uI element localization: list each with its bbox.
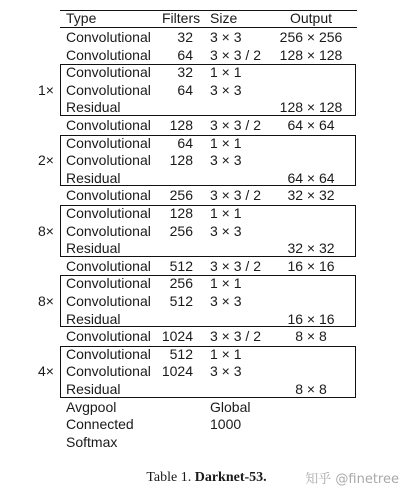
header-size: Size [210, 10, 238, 26]
caption-title: Darknet-53. [194, 470, 267, 485]
layer-type: Softmax [66, 433, 118, 450]
layer-filters: 128 [169, 152, 193, 169]
header-type: Type [66, 10, 97, 26]
block-multiplier: 4× [38, 363, 54, 380]
layer-size: 1 × 1 [210, 134, 242, 151]
header-rule [60, 27, 357, 28]
layer-filters: 1024 [161, 363, 193, 380]
layer-output: 64 × 64 [287, 169, 335, 186]
layer-size: 3 × 3 / 2 [210, 257, 261, 274]
layer-size: 1 × 1 [210, 64, 242, 81]
layer-type: Convolutional [66, 205, 151, 221]
layer-size: 3 × 3 / 2 [210, 117, 261, 133]
layer-size: 1 × 1 [210, 345, 242, 362]
block-multiplier: 2× [38, 152, 54, 169]
layer-type: Convolutional [66, 64, 151, 81]
layer-type: Convolutional [66, 293, 151, 309]
layer-size: 3 × 3 [210, 29, 242, 45]
layer-type: Convolutional [66, 363, 151, 380]
layer-filters: 64 [177, 46, 193, 63]
layer-output: 16 × 16 [287, 257, 335, 274]
block-multiplier: 8× [38, 222, 54, 239]
layer-output: 64 × 64 [287, 117, 335, 133]
layer-size: 3 × 3 [210, 222, 242, 239]
layer-filters: 32 [177, 64, 193, 81]
layer-type: Residual [66, 310, 121, 327]
layer-size: 3 × 3 [210, 81, 242, 98]
layer-type: Convolutional [66, 134, 151, 151]
layer-size: 3 × 3 / 2 [210, 328, 261, 345]
layer-type: Connected [66, 416, 134, 433]
header-output: Output [289, 10, 333, 26]
layer-size: 3 × 3 [210, 363, 242, 380]
layer-output: 8 × 8 [295, 381, 327, 397]
layer-type: Convolutional [66, 117, 151, 133]
layer-type: Convolutional [66, 29, 151, 45]
watermark: 知乎 @finetree [305, 472, 399, 487]
layer-filters: 512 [169, 293, 193, 309]
layer-filters: 256 [169, 187, 193, 204]
layer-filters: 64 [177, 134, 193, 151]
layer-type: Convolutional [66, 257, 151, 274]
layer-type: Convolutional [66, 345, 151, 362]
layer-size: 3 × 3 [210, 293, 242, 309]
layer-type: Residual [66, 381, 121, 397]
layer-output: 32 × 32 [287, 240, 335, 257]
layer-filters: 128 [169, 117, 193, 133]
caption-prefix: Table 1. [146, 470, 195, 485]
layer-size: 3 × 3 [210, 152, 242, 169]
layer-type: Residual [66, 169, 121, 186]
layer-filters: 1024 [161, 328, 193, 345]
layer-size: 1 × 1 [210, 205, 242, 221]
layer-output: 16 × 16 [287, 310, 335, 327]
block-multiplier: 8× [38, 293, 54, 309]
layer-filters: 64 [177, 81, 193, 98]
layer-output: 128 × 128 [279, 46, 343, 63]
layer-type: Convolutional [66, 328, 151, 345]
layer-output: 8 × 8 [295, 328, 327, 345]
layer-filters: 128 [169, 205, 193, 221]
layer-filters: 32 [177, 29, 193, 45]
layer-type: Convolutional [66, 187, 151, 204]
layer-size: Global [210, 398, 251, 415]
layer-type: Convolutional [66, 222, 151, 239]
layer-output: 256 × 256 [279, 29, 343, 45]
layer-size: 3 × 3 / 2 [210, 187, 261, 204]
layer-type: Residual [66, 240, 121, 257]
layer-type: Convolutional [66, 46, 151, 63]
layer-size: 1 × 1 [210, 275, 242, 292]
block-multiplier: 1× [38, 81, 54, 98]
layer-output: 128 × 128 [279, 99, 343, 116]
layer-type: Convolutional [66, 275, 151, 292]
layer-filters: 256 [169, 275, 193, 292]
header-filters: Filters [162, 10, 201, 26]
layer-output: 32 × 32 [287, 187, 335, 204]
layer-size: 3 × 3 / 2 [210, 46, 261, 63]
layer-filters: 512 [169, 257, 193, 274]
layer-type: Convolutional [66, 81, 151, 98]
layer-type: Avgpool [66, 398, 117, 415]
layer-filters: 512 [169, 345, 193, 362]
layer-type: Residual [66, 99, 121, 116]
layer-size: 1000 [210, 416, 242, 433]
layer-type: Convolutional [66, 152, 151, 169]
layer-filters: 256 [169, 222, 193, 239]
